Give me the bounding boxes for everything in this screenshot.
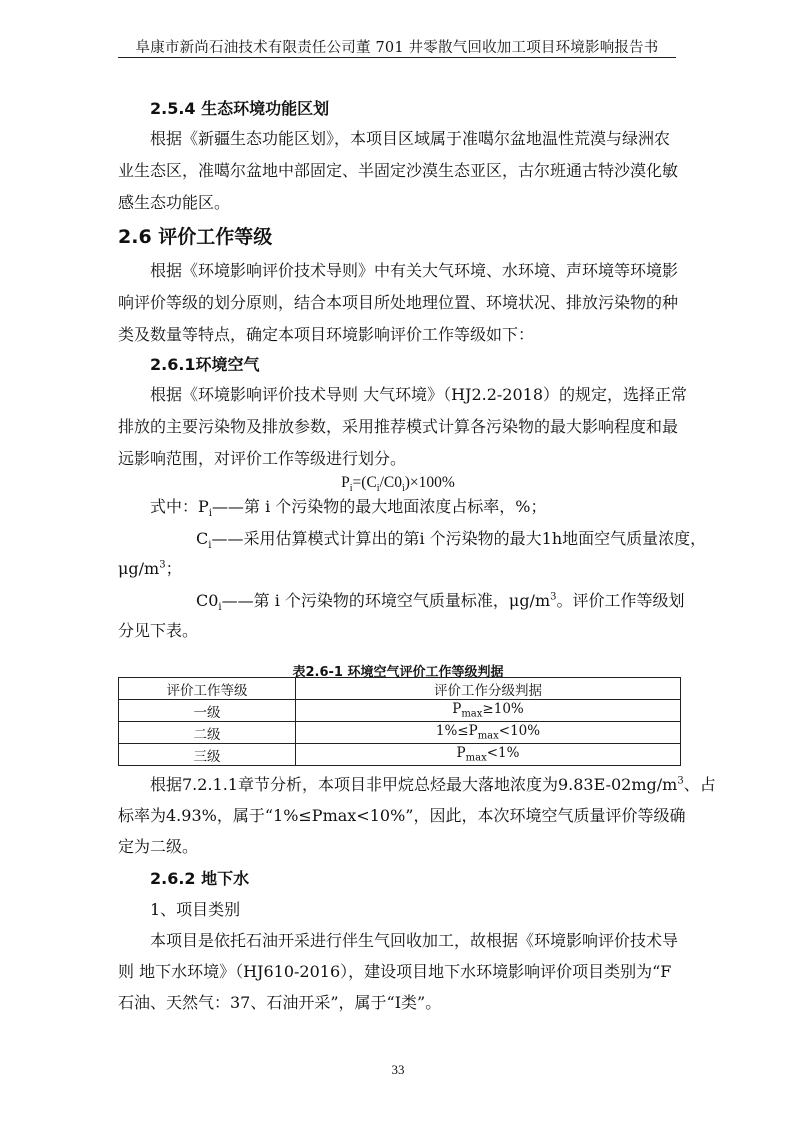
paragraph-line: 响评价等级的划分原则，结合本项目所处地理位置、环境状况、排放污染物的种 <box>118 293 679 312</box>
paragraph-line: 石油、天然气：37、石油开采”，属于“Ⅰ类”。 <box>118 993 442 1012</box>
table-row <box>119 722 681 744</box>
paragraph-line: 根据《新疆生态功能区划》，本项目区域属于准噶尔盆地温性荒漠与绿洲农 <box>150 129 671 148</box>
paragraph-line: 定为二级。 <box>118 837 199 856</box>
table-row <box>119 744 681 766</box>
running-header: 阜康市新尚石油技术有限责任公司董 701 井零散气回收加工项目环境影响报告书 <box>135 40 659 56</box>
paragraph-line: 远影响范围，对评价工作等级进行划分。 <box>118 449 407 468</box>
heading-2-6-2: 2.6.2 地下水 <box>150 869 250 888</box>
table-header-cell: 评价工作等级 <box>119 678 296 700</box>
table-cell-grade: 二级 <box>119 722 296 744</box>
table-header-cell: 评价工作分级判据 <box>296 678 681 700</box>
heading-2-6: 2.6 评价工作等级 <box>118 226 273 248</box>
formula-definition-pi: 式中：$P_i——$第 i 个污染物的最大地面浓度占标率，%； <box>150 497 547 520</box>
paragraph-line: 则 地下水环境》（HJ610-2016），建设项目地下水环境影响评价项目类别为“F <box>118 962 672 981</box>
paragraph-line: 标率为4.93%，属于“1%≤Pmax<10%”，因此，本次环境空气质量评价等级确 <box>118 806 686 825</box>
paragraph-line: 根据7.2.1.1章节分析，本项目非甲烷总烃最大落地浓度为$9.83E-02mg/m^3$、占 <box>150 775 716 794</box>
paragraph-line: 类及数量等特点，确定本项目环境影响评价工作等级如下： <box>118 325 535 344</box>
formula-definition-c0i: $C0_i——$第 i 个污染物的环境空气质量标准，$\mu g/m^3$。评价工作等级划 <box>196 591 685 614</box>
paragraph-line: 本项目是依托石油开采进行伴生气回收加工，故根据《环境影响评价技术导 <box>150 931 679 950</box>
paragraph-line: 分见下表。 <box>118 621 199 640</box>
table-cell-criterion: $P_{max}<1\%$ <box>296 744 681 766</box>
paragraph-line: 根据《环境影响评价技术导则 大气环境》（HJ2.2-2018）的规定，选择正常 <box>150 385 688 404</box>
heading-2-5-4: 2.5.4 生态环境功能区划 <box>150 99 330 118</box>
page-number: 33 <box>391 1062 405 1077</box>
header-rule <box>118 57 676 58</box>
table-caption: 表2.6-1 环境空气评价工作等级判据 <box>292 665 504 680</box>
paragraph-line: 根据《环境影响评价技术导则》中有关大气环境、水环境、声环境等环境影 <box>150 261 679 280</box>
heading-2-6-1: 2.6.1环境空气 <box>150 355 260 374</box>
list-item: 1、项目类别 <box>150 900 241 919</box>
table-header-row <box>119 678 681 700</box>
paragraph-line: 排放的主要污染物及排放参数，采用推荐模式计算各污染物的最大影响程度和最 <box>118 417 679 436</box>
paragraph-line: 业生态区，准噶尔盆地中部固定、半固定沙漠生态亚区，古尔班通古特沙漠化敏 <box>118 161 679 180</box>
table-cell-grade: 三级 <box>119 744 296 766</box>
paragraph-line: 感生态功能区。 <box>118 193 231 212</box>
grade-criteria-table <box>118 677 681 766</box>
table-cell-criterion: $1\%\le P_{max}<10\%$ <box>296 722 681 744</box>
table-cell-criterion: $P_{max}\ge 10\%$ <box>296 700 681 722</box>
formula-definition-ci-unit: $\mu g/m^3$； <box>118 559 182 578</box>
table-row <box>119 700 681 722</box>
formula-definition-ci: $C_i——$采用估算模式计算出的第i 个污染物的最大1h地面空气质量浓度， <box>196 529 707 552</box>
formula: $P_i=(C_i/C0_i)\times 100\%$ <box>341 474 455 495</box>
table-cell-grade: 一级 <box>119 700 296 722</box>
